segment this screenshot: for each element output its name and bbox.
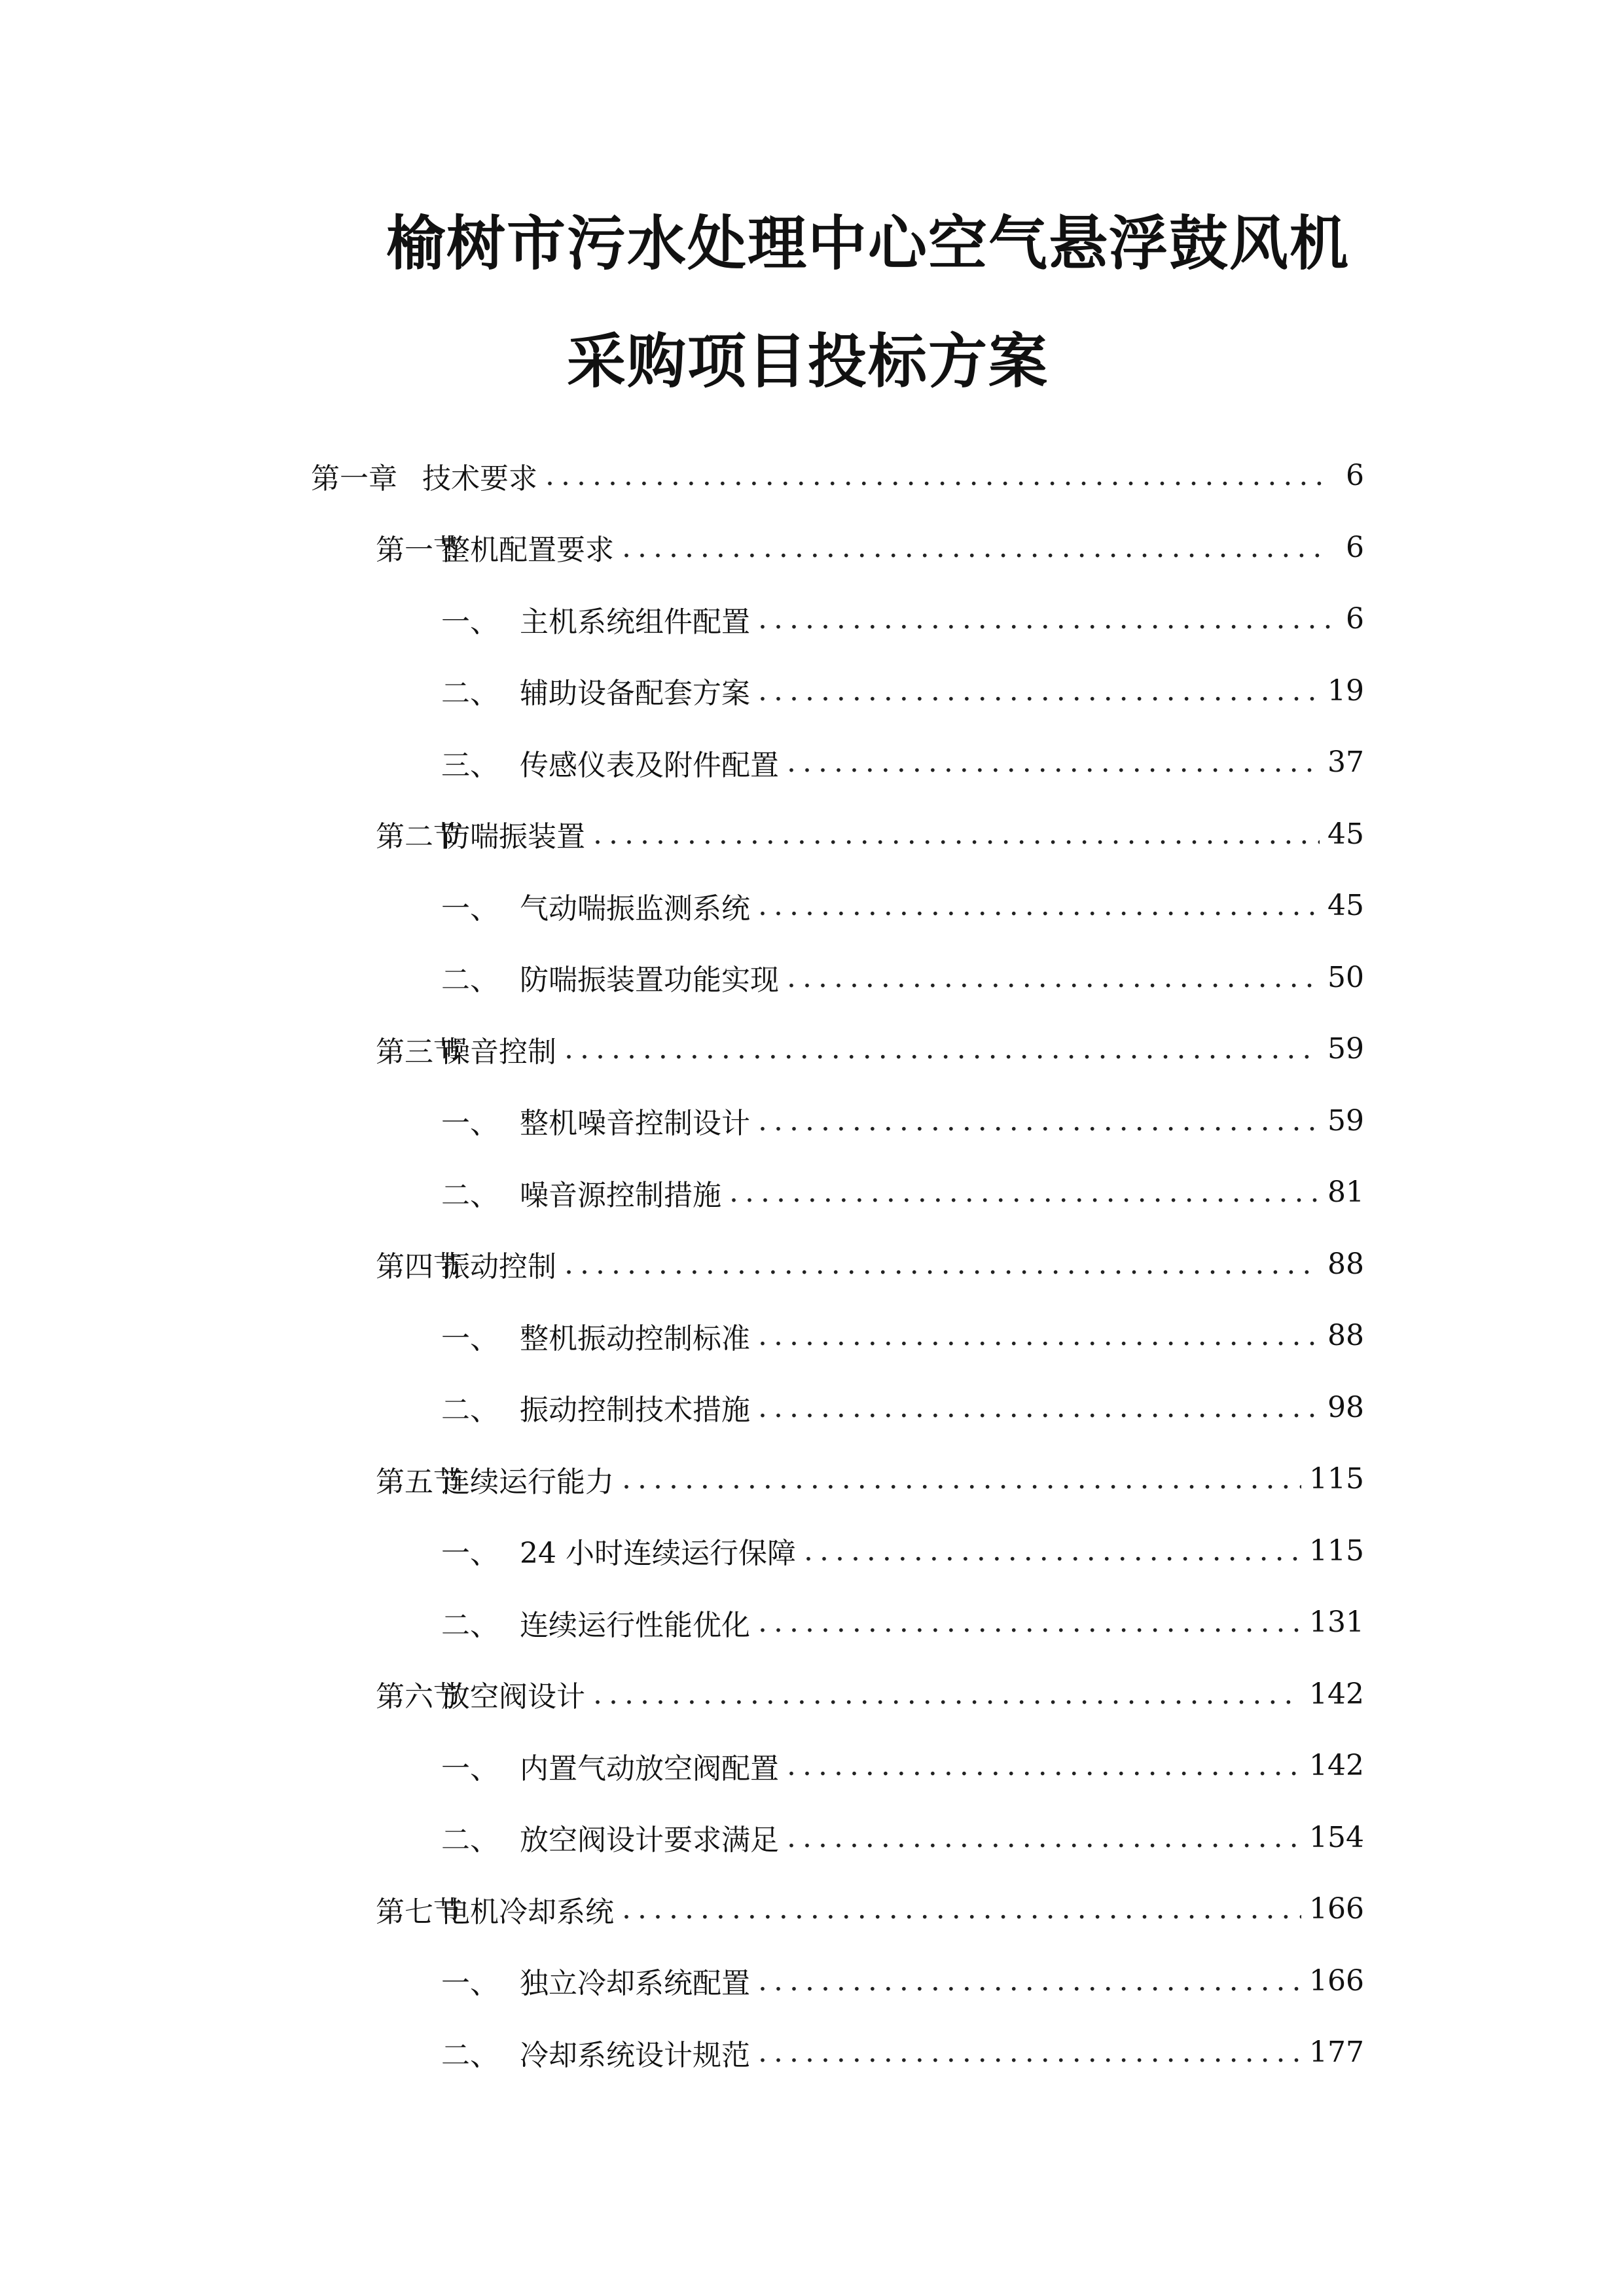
toc-entry[interactable]: [0, 583, 1624, 655]
toc-entry-marker: 一、: [441, 891, 499, 925]
toc-entry-marker: 二、: [441, 1393, 499, 1427]
toc-entry-marker: 第六节: [376, 1680, 462, 1714]
toc-entry-label: 主机系统组件配置: [520, 605, 750, 639]
toc-entry[interactable]: [0, 1659, 1624, 1731]
toc-entry[interactable]: [0, 1013, 1624, 1085]
toc-entry[interactable]: [0, 1372, 1624, 1444]
toc-entry-page-number: 142: [1309, 1749, 1364, 1783]
toc-entry-marker: 二、: [441, 2038, 499, 2072]
toc-entry[interactable]: [0, 1443, 1624, 1515]
toc-entry[interactable]: [0, 1157, 1624, 1229]
toc-entry-marker: 第一节: [376, 533, 462, 567]
toc-dot-leader: [622, 531, 1330, 564]
toc-entry[interactable]: [0, 1085, 1624, 1157]
toc-entry-label: 技术要求: [422, 461, 537, 495]
toc-entry[interactable]: [0, 2017, 1624, 2089]
toc-entry[interactable]: [0, 1945, 1624, 2017]
toc-dot-leader: [787, 1821, 1301, 1854]
toc-entry[interactable]: [0, 1587, 1624, 1659]
toc-entry-page-number: 88: [1327, 1319, 1364, 1353]
toc-entry-marker: 二、: [441, 1178, 499, 1212]
toc-entry-page-number: 6: [1346, 530, 1364, 564]
toc-entry-page-number: 45: [1327, 817, 1364, 851]
toc-entry-label: 内置气动放空阀配置: [520, 1751, 779, 1785]
toc-entry-label: 气动喘振监测系统: [520, 891, 750, 925]
toc-entry-page-number: 19: [1327, 673, 1364, 708]
toc-entry-label: 冷却系统设计规范: [520, 2038, 750, 2072]
toc-entry[interactable]: [0, 1515, 1624, 1587]
toc-dot-leader: [564, 1032, 1320, 1066]
toc-entry-label: 电机冷却系统: [441, 1895, 614, 1929]
toc-dot-leader: [622, 1892, 1301, 1926]
toc-entry-page-number: 50: [1327, 960, 1364, 994]
toc-dot-leader: [593, 1677, 1301, 1711]
toc-dot-leader: [758, 1605, 1301, 1639]
toc-entry-page-number: 45: [1327, 889, 1364, 923]
toc-entry-page-number: 6: [1346, 602, 1364, 636]
toc-dot-leader: [758, 1964, 1301, 1998]
toc-entry-page-number: 154: [1309, 1820, 1364, 1854]
toc-entry[interactable]: [0, 512, 1624, 584]
toc-entry-marker: 一、: [441, 1967, 499, 2001]
toc-entry-label: 整机振动控制标准: [520, 1321, 750, 1355]
toc-entry-page-number: 166: [1309, 1892, 1364, 1926]
toc-entry[interactable]: [0, 1802, 1624, 1874]
toc-entry-label: 噪音源控制措施: [520, 1178, 721, 1212]
toc-entry-label: 放空阀设计: [441, 1680, 585, 1714]
toc-dot-leader: [758, 602, 1330, 636]
toc-entry[interactable]: [0, 870, 1624, 942]
toc-entry-marker: 第四节: [376, 1250, 462, 1284]
toc-entry-label: 连续运行能力: [441, 1465, 614, 1499]
toc-entry-marker: 二、: [441, 1823, 499, 1857]
toc-entry-page-number: 142: [1309, 1677, 1364, 1711]
toc-entry-label: 放空阀设计要求满足: [520, 1823, 779, 1857]
toc-entry-marker: 第一章: [311, 461, 397, 495]
toc-entry-marker: 第五节: [376, 1465, 462, 1499]
toc-entry-marker: 二、: [441, 1608, 499, 1642]
toc-dot-leader: [729, 1175, 1320, 1209]
toc-entry-page-number: 88: [1327, 1247, 1364, 1281]
toc-entry-marker: 二、: [441, 963, 499, 997]
toc-dot-leader: [787, 1749, 1301, 1782]
toc-entry-label: 振动控制: [441, 1250, 556, 1284]
toc-entry-label: 整机噪音控制设计: [520, 1107, 750, 1141]
toc-entry-marker: 二、: [441, 677, 499, 711]
toc-entry-marker: 一、: [441, 1107, 499, 1141]
toc-dot-leader: [758, 1391, 1320, 1424]
toc-entry[interactable]: [0, 942, 1624, 1014]
toc-dot-leader: [622, 1462, 1301, 1496]
toc-entry-label: 整机配置要求: [441, 533, 614, 567]
toc-entry-page-number: 37: [1327, 745, 1364, 780]
toc-entry[interactable]: [0, 440, 1624, 512]
toc-entry-marker: 一、: [441, 1751, 499, 1785]
toc-entry-page-number: 98: [1327, 1390, 1364, 1424]
toc-entry[interactable]: [0, 1300, 1624, 1372]
toc-entry-marker: 第三节: [376, 1035, 462, 1069]
toc-entry-page-number: 166: [1309, 1964, 1364, 1998]
document-title-line-2: 采购项目投标方案: [567, 327, 1049, 396]
toc-dot-leader: [787, 745, 1320, 779]
toc-entry[interactable]: [0, 1730, 1624, 1802]
toc-entry[interactable]: [0, 1873, 1624, 1945]
toc-entry-marker: 一、: [441, 1537, 499, 1571]
document-title-line-1: 榆树市污水处理中心空气悬浮鼓风机: [386, 209, 1350, 278]
toc-entry-label: 辅助设备配套方案: [520, 677, 750, 711]
toc-entry-label: 防喘振装置功能实现: [520, 963, 779, 997]
table-of-contents: [0, 440, 1624, 2089]
toc-entry-page-number: 59: [1327, 1103, 1364, 1138]
toc-dot-leader: [564, 1247, 1320, 1281]
toc-entry-page-number: 81: [1327, 1175, 1364, 1210]
toc-entry-label: 防喘振装置: [441, 820, 585, 854]
toc-entry-label: 24 小时连续运行保障: [520, 1537, 796, 1571]
toc-dot-leader: [593, 817, 1320, 851]
toc-dot-leader: [758, 2036, 1301, 2069]
toc-dot-leader: [758, 674, 1320, 708]
toc-entry-marker: 三、: [441, 748, 499, 782]
toc-dot-leader: [804, 1534, 1301, 1568]
toc-entry-marker: 第二节: [376, 820, 462, 854]
toc-entry-label: 连续运行性能优化: [520, 1608, 750, 1642]
toc-entry-label: 噪音控制: [441, 1035, 556, 1069]
toc-entry-marker: 一、: [441, 1321, 499, 1355]
toc-dot-leader: [787, 961, 1320, 994]
toc-entry[interactable]: [0, 798, 1624, 870]
toc-entry-marker: 第七节: [376, 1895, 462, 1929]
toc-entry[interactable]: [0, 726, 1624, 798]
toc-entry[interactable]: [0, 1229, 1624, 1300]
toc-entry-label: 传感仪表及附件配置: [520, 748, 779, 782]
toc-dot-leader: [758, 889, 1320, 922]
toc-entry-page-number: 115: [1309, 1534, 1364, 1568]
toc-entry-label: 独立冷却系统配置: [520, 1967, 750, 2001]
toc-entry-marker: 一、: [441, 605, 499, 639]
toc-dot-leader: [545, 459, 1330, 492]
toc-entry-page-number: 177: [1309, 2036, 1364, 2070]
toc-entry-page-number: 131: [1309, 1605, 1364, 1640]
toc-entry[interactable]: [0, 655, 1624, 727]
toc-entry-page-number: 115: [1309, 1462, 1364, 1496]
toc-dot-leader: [758, 1104, 1320, 1138]
toc-entry-page-number: 6: [1346, 459, 1364, 493]
toc-entry-page-number: 59: [1327, 1032, 1364, 1066]
toc-dot-leader: [758, 1319, 1320, 1352]
toc-entry-label: 振动控制技术措施: [520, 1393, 750, 1427]
